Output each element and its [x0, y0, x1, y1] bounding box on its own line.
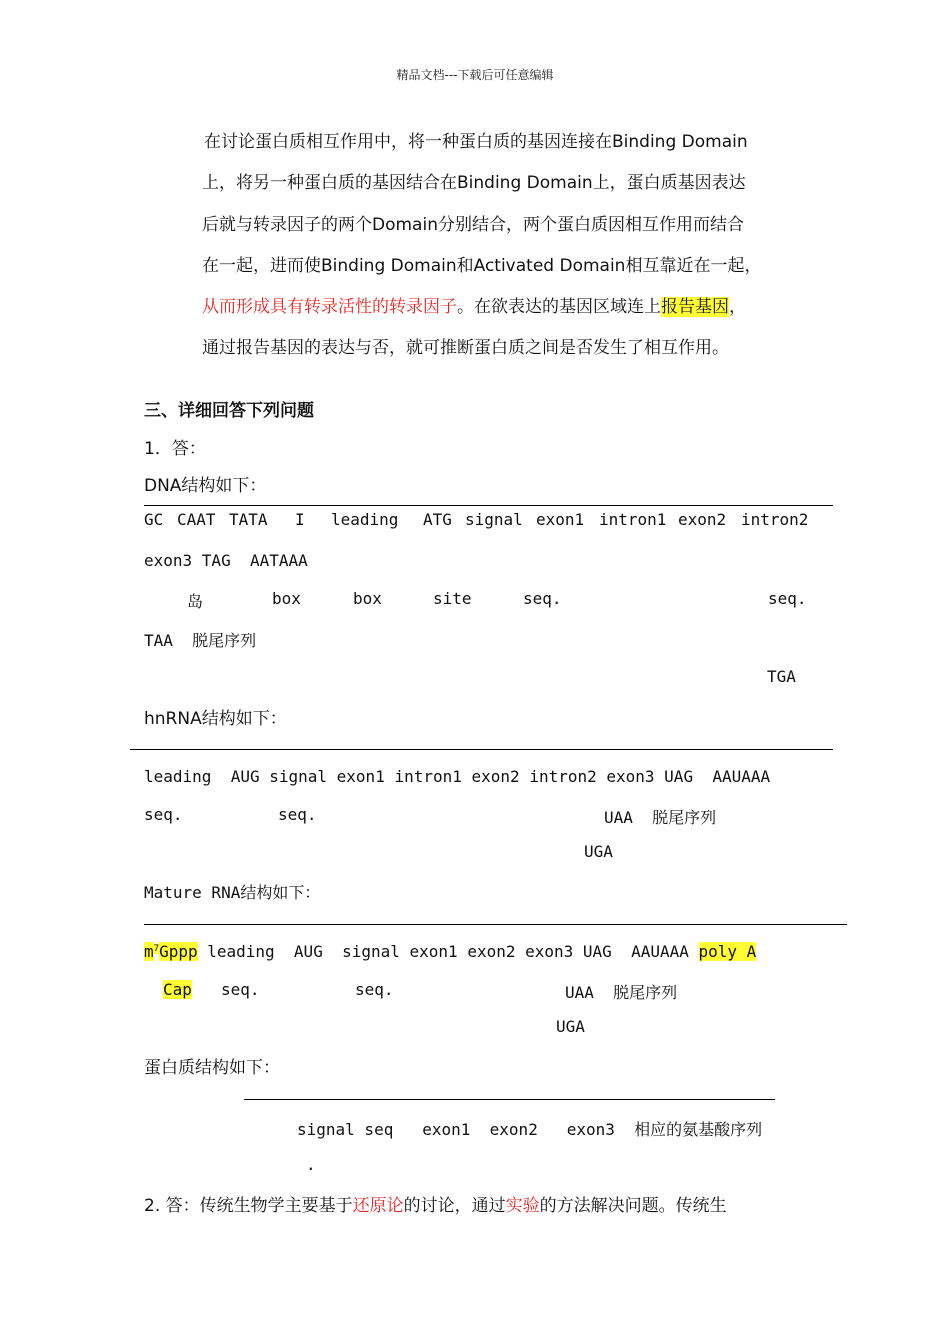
cap-gppp-highlight: Gppp [159, 942, 198, 961]
q2-red-experiment: 实验 [505, 1196, 540, 1216]
reporter-gene-highlight: 报告基因 [661, 297, 729, 317]
mature-rna-divider-line [144, 924, 847, 925]
dna-label: CAAT [177, 510, 216, 529]
intro-comma: ， [729, 297, 746, 317]
dna-row-5: TGA [767, 667, 796, 686]
hnrna-divider-line [130, 749, 833, 750]
dna-label: intron1 [599, 510, 667, 529]
dna-sublabel: site [433, 589, 472, 608]
dna-structure-title: DNA结构如下： [144, 476, 267, 496]
hnrna-sublabel: UAA 脱尾序列 [604, 808, 717, 827]
dna-label: ATG [423, 510, 452, 529]
hnrna-row-3: UGA [584, 842, 613, 861]
dna-label: TATA [229, 510, 268, 529]
protein-structure-title: 蛋白质结构如下： [144, 1058, 280, 1078]
q2-mid: 的讨论，通过 [403, 1196, 506, 1216]
mature-sublabel: seq. [355, 980, 394, 999]
question-2-line [144, 1191, 727, 1216]
dna-sublabel: box [353, 589, 382, 608]
dna-divider-line [144, 505, 833, 506]
intro-line-3: 后就与转录因子的两个Domain分别结合，两个蛋白质因相互作用而结合 [202, 215, 744, 235]
intro-red-phrase: 从而形成具有转录活性的转录因子 [202, 297, 457, 317]
intro-line-1: 在讨论蛋白质相互作用中，将一种蛋白质的基因连接在Binding Domain [204, 132, 748, 152]
mature-rna-structure-title: Mature RNA结构如下： [144, 883, 321, 902]
intro-line-4: 在一起，进而使Binding Domain和Activated Domain相互靠近在一起， [202, 256, 762, 276]
mature-sublabel: UAA 脱尾序列 [565, 983, 678, 1002]
protein-dot: . [306, 1155, 316, 1174]
q2-end: 的方法解决问题。传统生 [539, 1196, 727, 1216]
dna-sublabel: seq. [768, 589, 807, 608]
dna-label: signal [465, 510, 523, 529]
dna-label: leading [331, 510, 399, 529]
protein-divider-line [244, 1099, 775, 1100]
cap-m-highlight: m [144, 942, 154, 961]
dna-label: exon2 [678, 510, 727, 529]
dna-label: GC [144, 510, 164, 529]
section-title: 三、详细回答下列问题 [144, 401, 314, 421]
q2-start: 2. 答：传统生物学主要基于 [144, 1196, 353, 1216]
intro-line-2: 上，将另一种蛋白质的基因结合在Binding Domain上，蛋白质基因表达 [202, 173, 746, 193]
hnrna-row-1: leading AUG signal exon1 intron1 exon2 intron2 exon3 UAG AAUAAA [144, 767, 771, 786]
dna-sublabel: seq. [523, 589, 562, 608]
intro-line-6: 通过报告基因的表达与否，就可推断蛋白质之间是否发生了相互作用。 [202, 338, 729, 358]
dna-row-4: TAA 脱尾序列 [144, 631, 257, 650]
hnrna-structure-title: hnRNA结构如下： [144, 709, 287, 729]
poly-a-highlight: poly A [698, 942, 757, 961]
protein-row-1: signal seq exon1 exon2 exon3 相应的氨基酸序列 [297, 1120, 763, 1139]
intro-line-5 [202, 292, 746, 317]
dna-label: intron2 [741, 510, 809, 529]
cap-superscript: 7 [153, 943, 160, 954]
dna-row-2: exon3 TAG AATAAA [144, 551, 308, 570]
dna-sublabel: 岛 [187, 592, 204, 611]
dna-label: I [295, 510, 305, 529]
q2-red-reductionism: 还原论 [352, 1196, 404, 1216]
dna-sublabel: box [272, 589, 301, 608]
mature-rna-elements: leading AUG signal exon1 exon2 exon3 UAG AAUAAA [197, 942, 699, 961]
question-1-label: 1．答： [144, 439, 206, 459]
mature-rna-row-3: UGA [556, 1017, 585, 1036]
hnrna-sublabel: seq. [278, 805, 317, 824]
page-header: 精品文档---下载后可任意编辑 [396, 68, 554, 82]
intro-mid-text: 。在欲表达的基因区域连上 [457, 297, 661, 317]
cap-label-highlight: Cap [163, 980, 192, 999]
dna-label: exon1 [536, 510, 585, 529]
mature-rna-row-1 [144, 942, 756, 961]
mature-sublabel: seq. [221, 980, 260, 999]
hnrna-sublabel: seq. [144, 805, 183, 824]
